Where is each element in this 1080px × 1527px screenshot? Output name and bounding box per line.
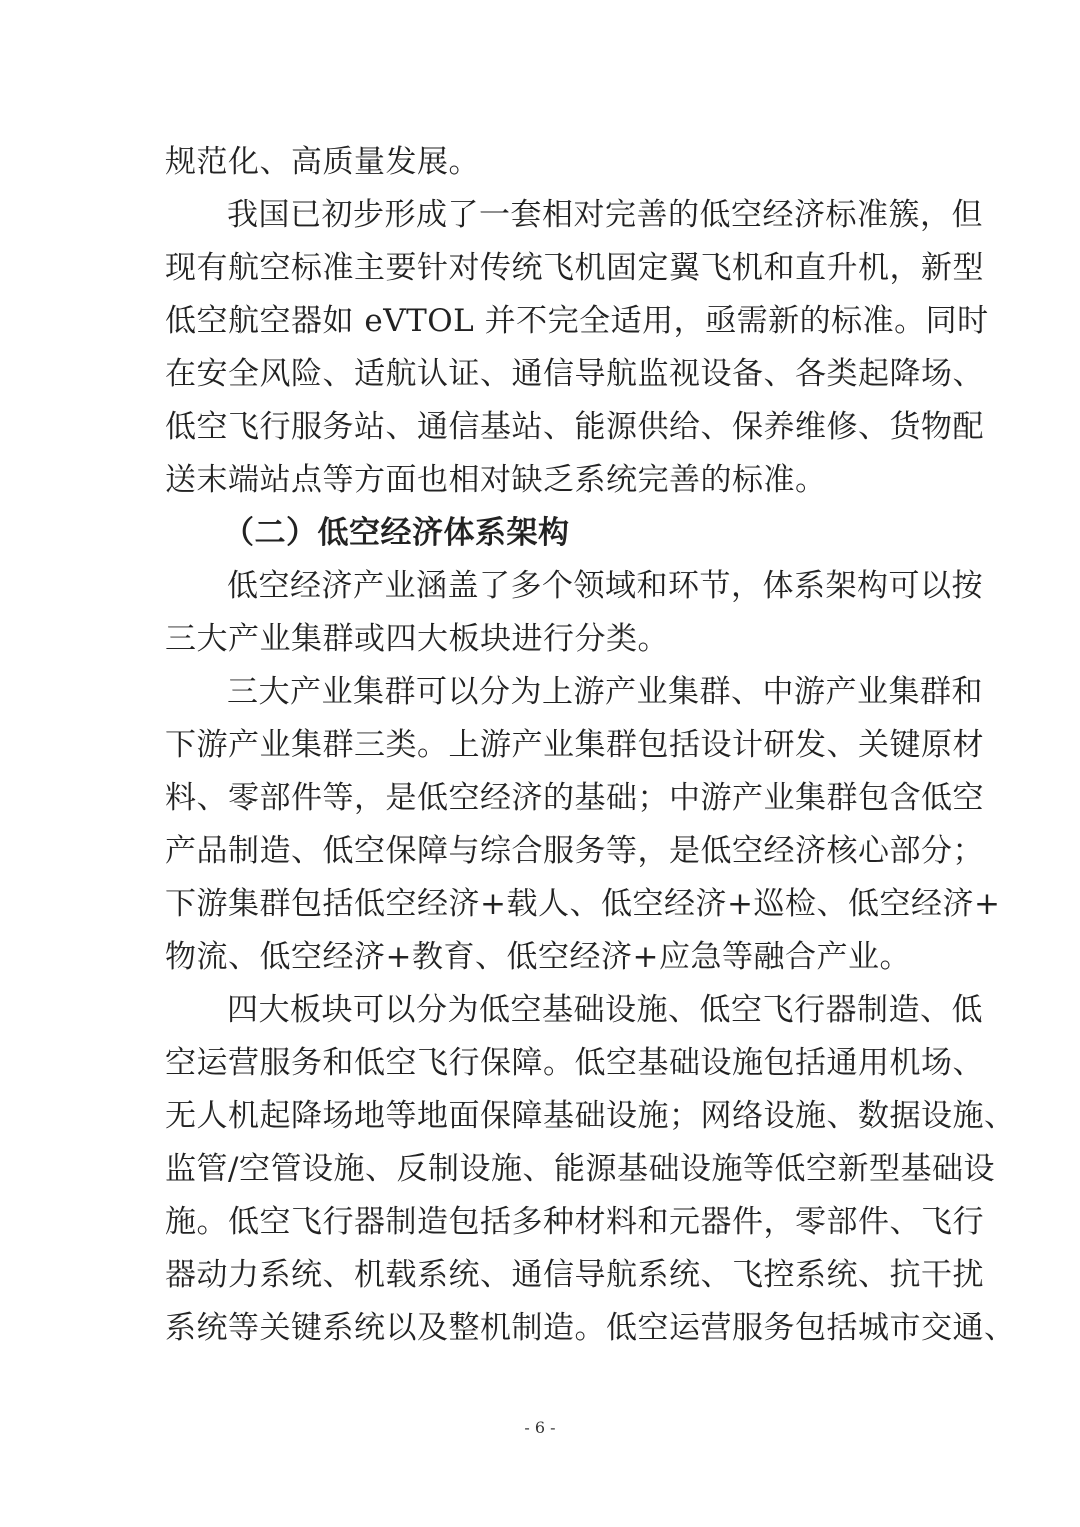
text-line: 三大产业集群可以分为上游产业集群、中游产业集群和	[227, 674, 983, 710]
text-line: 系统等关键系统以及整机制造。低空运营服务包括城市交通、	[165, 1310, 1016, 1346]
text-line: 无人机起降场地等地面保障基础设施；网络设施、数据设施、	[165, 1098, 1016, 1134]
text-line: 器动力系统、机载系统、通信导航系统、飞控系统、抗干扰	[165, 1257, 984, 1293]
text-line: 送末端站点等方面也相对缺乏系统完善的标准。	[165, 462, 827, 498]
text-line: 在安全风险、适航认证、通信导航监视设备、各类起降场、	[165, 356, 984, 392]
text-line: 空运营服务和低空飞行保障。低空基础设施包括通用机场、	[165, 1045, 984, 1081]
text-line: 现有航空标准主要针对传统飞机固定翼飞机和直升机，新型	[165, 250, 984, 286]
text-line: 施。低空飞行器制造包括多种材料和元器件，零部件、飞行	[165, 1204, 984, 1240]
text-line: 低空飞行服务站、通信基站、能源供给、保养维修、货物配	[165, 409, 984, 445]
page-number: - 6 -	[524, 1418, 556, 1437]
section-heading: （二）低空经济体系架构	[223, 515, 570, 551]
document-body	[165, 136, 1016, 1355]
text-line: 规范化、高质量发展。	[165, 144, 480, 180]
text-line: 监管/空管设施、反制设施、能源基础设施等低空新型基础设	[165, 1151, 995, 1187]
text-line: 下游集群包括低空经济+载人、低空经济+巡检、低空经济+	[165, 886, 1001, 922]
text-line: 低空经济产业涵盖了多个领域和环节，体系架构可以按	[227, 568, 983, 604]
text-line: 三大产业集群或四大板块进行分类。	[165, 621, 669, 657]
text-line: 低空航空器如 eVTOL 并不完全适用，亟需新的标准。同时	[165, 303, 989, 339]
text-line: 四大板块可以分为低空基础设施、低空飞行器制造、低	[227, 992, 983, 1028]
text-line: 物流、低空经济+教育、低空经济+应急等融合产业。	[165, 939, 911, 975]
text-line: 我国已初步形成了一套相对完善的低空经济标准簇，但	[227, 197, 983, 233]
text-line: 下游产业集群三类。上游产业集群包括设计研发、关键原材	[165, 727, 984, 763]
text-line: 产品制造、低空保障与综合服务等，是低空经济核心部分；	[165, 833, 984, 869]
text-line: 料、零部件等，是低空经济的基础；中游产业集群包含低空	[165, 780, 984, 816]
